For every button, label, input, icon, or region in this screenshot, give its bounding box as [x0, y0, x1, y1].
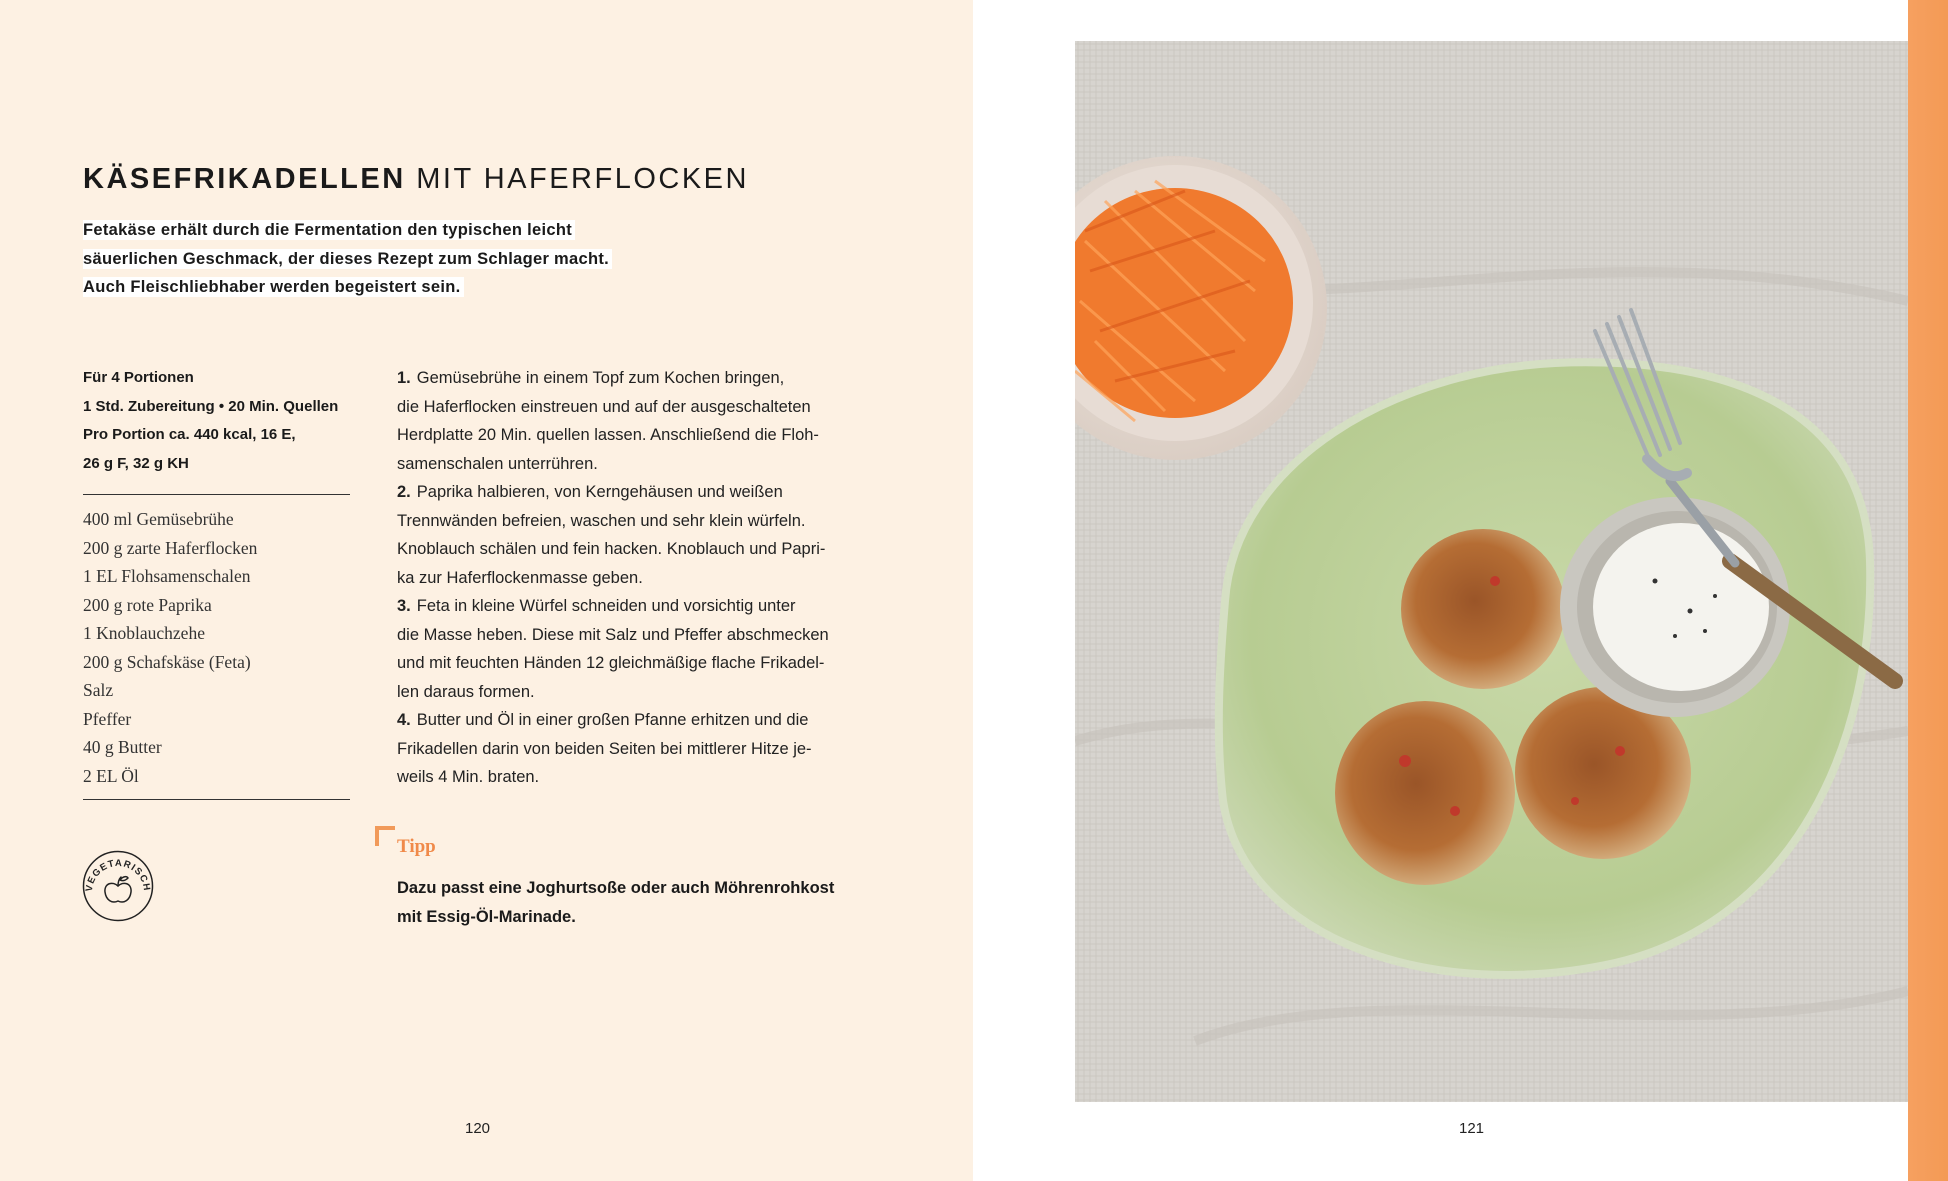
step-line: ka zur Haferflockenmasse geben.	[397, 568, 643, 587]
step-line: Herdplatte 20 Min. quellen lassen. Anschließend die Floh-	[397, 426, 819, 444]
tip-corner-mark	[375, 826, 395, 846]
ingredient-item: 400 ml Gemüsebrühe	[83, 509, 234, 529]
ingredient-item: 200 g Schafskäse (Feta)	[83, 651, 251, 672]
ingredient-list	[83, 505, 363, 790]
ingredient-item: Salz	[83, 680, 114, 700]
svg-text:VEGETARISCH	[84, 858, 152, 892]
page-edge-strip	[1908, 0, 1948, 1181]
recipe-intro	[83, 216, 643, 302]
recipe-title-bold: KÄSEFRIKADELLEN	[83, 163, 406, 195]
ingredient-item: 200 g rote Paprika	[83, 594, 212, 615]
step-line: Frikadellen darin von beiden Seiten bei mittlerer Hitze je-	[397, 739, 812, 758]
step-line: weils 4 Min. braten.	[397, 768, 540, 786]
divider	[83, 494, 350, 495]
fritter	[1401, 529, 1565, 689]
step-1	[397, 364, 897, 478]
portions-text: Für 4 Portionen	[83, 369, 194, 386]
step-number: 4.	[397, 711, 411, 729]
fritter	[1335, 701, 1515, 885]
ingredient-item: 200 g zarte Haferflocken	[83, 537, 258, 558]
step-4	[397, 706, 897, 792]
ingredient-item: 1 EL Flohsamenschalen	[83, 566, 251, 586]
step-line: die Masse heben. Diese mit Salz und Pfeffer abschmecken	[397, 625, 829, 644]
tip-text	[397, 874, 897, 931]
recipe-meta	[83, 364, 363, 478]
step-2	[397, 478, 897, 592]
step-line: Gemüsebrühe in einem Topf zum Kochen bringen,	[416, 369, 785, 387]
step-line: die Haferflocken einstreuen und auf der ausgeschalteten	[397, 397, 811, 416]
recipe-title-light: MIT HAFERFLOCKEN	[416, 163, 749, 195]
step-number: 3.	[397, 597, 411, 615]
intro-line: Fetakäse erhält durch die Fermentation den typischen leicht	[83, 220, 575, 240]
yogurt-dip-bowl	[1560, 497, 1790, 717]
step-line: Trennwänden befreien, waschen und sehr klein würfeln.	[397, 511, 806, 530]
ingredient-item: 40 g Butter	[83, 737, 162, 757]
ingredient-item: Pfeffer	[83, 708, 132, 729]
step-line: und mit feuchten Händen 12 gleichmäßige flache Frikadel-	[397, 654, 825, 672]
ingredient-item: 1 Knoblauchzehe	[83, 623, 205, 643]
recipe-title	[83, 163, 749, 196]
tip-label: Tipp	[397, 836, 436, 857]
step-number: 2.	[397, 483, 411, 501]
nutrition-text: Pro Portion ca. 440 kcal, 16 E,	[83, 426, 296, 443]
ingredient-item: 2 EL Öl	[83, 765, 139, 786]
step-number: 1.	[397, 369, 411, 387]
tip-line: mit Essig-Öl-Marinade.	[397, 907, 576, 926]
step-line: samenschalen unterrühren.	[397, 454, 598, 473]
food-photo	[1075, 41, 1908, 1102]
step-line: Knoblauch schälen und fein hacken. Knoblauch und Papri-	[397, 540, 826, 558]
preparation-steps	[397, 364, 897, 792]
badge-text: VEGETARISCH	[83, 857, 153, 893]
tip-line: Dazu passt eine Joghurtsoße oder auch Möhrenrohkost	[397, 879, 835, 897]
step-line: Paprika halbieren, von Kerngehäusen und weißen	[416, 483, 783, 501]
divider	[83, 799, 350, 800]
page-number-left: 120	[465, 1120, 491, 1137]
step-3	[397, 592, 897, 706]
step-line: len daraus formen.	[397, 682, 535, 701]
step-line: Feta in kleine Würfel schneiden und vorsichtig unter	[416, 597, 796, 615]
page-number-right: 121	[1459, 1120, 1485, 1137]
nutrition-text: 26 g F, 32 g KH	[83, 454, 189, 472]
apple-icon	[105, 877, 131, 902]
intro-line: Auch Fleischliebhaber werden begeistert sein.	[83, 277, 464, 297]
intro-line: säuerlichen Geschmack, der dieses Rezept zum Schlager macht.	[83, 249, 612, 269]
step-line: Butter und Öl in einer großen Pfanne erhitzen und die	[416, 711, 809, 729]
vegetarian-badge	[82, 850, 154, 922]
time-text: 1 Std. Zubereitung • 20 Min. Quellen	[83, 397, 339, 415]
